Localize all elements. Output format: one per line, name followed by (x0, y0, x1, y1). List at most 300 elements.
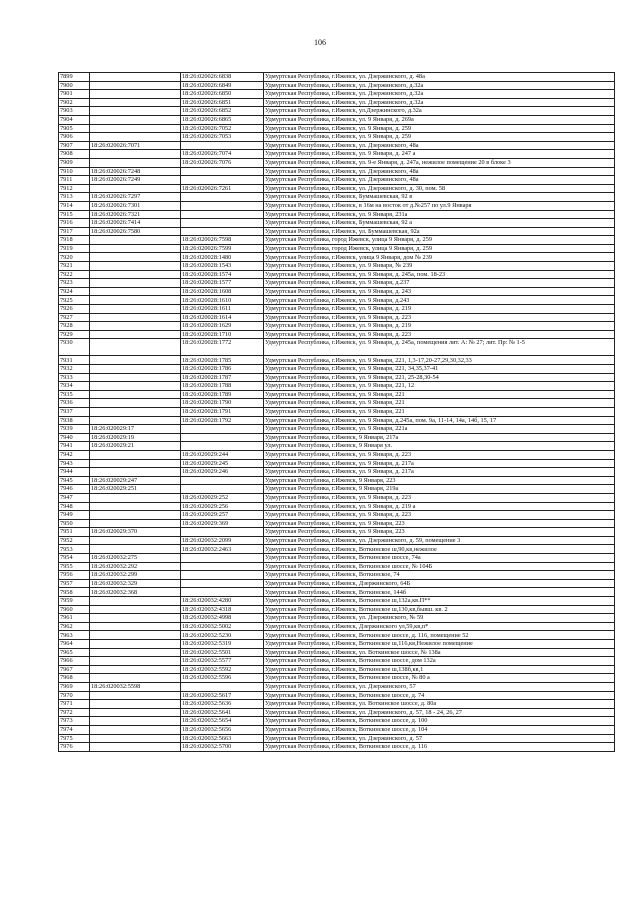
row-number-cell: 7912 (59, 184, 90, 193)
land-cadastral-number-cell (90, 493, 181, 502)
land-cadastral-number-cell (90, 708, 181, 717)
row-number-cell: 7975 (59, 734, 90, 743)
table-row (59, 365, 615, 374)
row-number-cell: 7916 (59, 219, 90, 228)
building-cadastral-number-cell: 18:26:020028:1786 (181, 365, 264, 374)
address-cell: Удмуртская Республика, г.Ижевск, ул. Дзержинского, д.32а (264, 98, 615, 107)
land-cadastral-number-cell (90, 459, 181, 468)
land-cadastral-number-cell (90, 98, 181, 107)
land-cadastral-number-cell (90, 725, 181, 734)
row-number-cell: 7907 (59, 141, 90, 150)
land-cadastral-number-cell: 18:26:020026:7414 (90, 219, 181, 228)
address-cell: Удмуртская Республика, г.Ижевск, ул. 9 Января, 221 (264, 407, 615, 416)
row-number-cell: 7913 (59, 193, 90, 202)
address-cell: Удмуртская Республика, г.Ижевск, ул. Буммашевская, 92а (264, 227, 615, 236)
row-number-cell: 7901 (59, 90, 90, 99)
land-cadastral-number-cell: 18:26:020029:247 (90, 476, 181, 485)
address-cell: Удмуртская Республика, г.Ижевск, в 16м на восток от д.№257 по ул.9 Января (264, 201, 615, 210)
row-number-cell: 7920 (59, 253, 90, 262)
table-row (59, 98, 615, 107)
building-cadastral-number-cell: 18:26:020026:6838 (181, 73, 264, 82)
table-row (59, 133, 615, 142)
building-cadastral-number-cell: 18:26:020032:5641 (181, 708, 264, 717)
row-number-cell: 7946 (59, 485, 90, 494)
table-row (59, 287, 615, 296)
address-cell: Удмуртская Республика, г.Ижевск, 9 Января, 217а (264, 433, 615, 442)
registry-table-body (59, 73, 615, 752)
address-cell: Удмуртская Республика, г.Ижевск, ул. Воткинское шоссе, № 138а (264, 648, 615, 657)
land-cadastral-number-cell (90, 468, 181, 477)
building-cadastral-number-cell: 18:26:020026:6850 (181, 90, 264, 99)
land-cadastral-number-cell (90, 270, 181, 279)
address-cell: Удмуртская Республика, г.Ижевск, ул. 9 Января, 221, 12 (264, 382, 615, 391)
table-row (59, 390, 615, 399)
table-row (59, 691, 615, 700)
row-number-cell: 7947 (59, 493, 90, 502)
land-cadastral-number-cell (90, 158, 181, 167)
address-cell: Удмуртская Республика, г.Ижевск, ул. Дзержинского, д.32а (264, 81, 615, 90)
building-cadastral-number-cell: 18:26:020026:7599 (181, 244, 264, 253)
table-row (59, 605, 615, 614)
table-row (59, 725, 615, 734)
building-cadastral-number-cell (181, 176, 264, 185)
table-row (59, 90, 615, 99)
address-cell: Удмуртская Республика, город Ижевск, улица 9 Января, д. 259 (264, 244, 615, 253)
row-number-cell: 7963 (59, 631, 90, 640)
address-cell: Удмуртская Республика, г.Ижевск, Буммашевская, 92 в (264, 193, 615, 202)
page-number: 106 (314, 38, 326, 47)
land-cadastral-number-cell (90, 124, 181, 133)
address-cell: Удмуртская Республика, г.Ижевск, ул. Дзержинского, д. 59, помещение 3 (264, 536, 615, 545)
table-row (59, 382, 615, 391)
address-cell: Удмуртская Республика, г.Ижевск, Воткинское, 144б (264, 588, 615, 597)
building-cadastral-number-cell: 18:26:020028:1608 (181, 287, 264, 296)
land-cadastral-number-cell (90, 322, 181, 331)
row-number-cell: 7950 (59, 519, 90, 528)
building-cadastral-number-cell (181, 682, 264, 691)
table-row (59, 502, 615, 511)
address-cell: Удмуртская Республика, г.Ижевск, ул. 9 Января, д. 259 (264, 124, 615, 133)
table-row (59, 73, 615, 82)
building-cadastral-number-cell: 18:26:020032:5319 (181, 640, 264, 649)
building-cadastral-number-cell: 18:26:020028:1791 (181, 407, 264, 416)
row-number-cell: 7902 (59, 98, 90, 107)
land-cadastral-number-cell: 18:26:020032:368 (90, 588, 181, 597)
table-row (59, 184, 615, 193)
row-number-cell: 7973 (59, 717, 90, 726)
building-cadastral-number-cell (181, 571, 264, 580)
building-cadastral-number-cell: 18:26:020029:245 (181, 459, 264, 468)
land-cadastral-number-cell (90, 622, 181, 631)
row-number-cell: 7969 (59, 682, 90, 691)
table-row (59, 450, 615, 459)
address-cell: Удмуртская Республика, г.Ижевск, ул. 9 Января, 223 (264, 528, 615, 537)
building-cadastral-number-cell (181, 554, 264, 563)
land-cadastral-number-cell (90, 390, 181, 399)
address-cell: Удмуртская Республика, г.Ижевск, Воткинское шоссе, № 104Б (264, 562, 615, 571)
land-cadastral-number-cell (90, 399, 181, 408)
row-number-cell: 7906 (59, 133, 90, 142)
land-cadastral-number-cell (90, 597, 181, 606)
address-cell: Удмуртская Республика, г.Ижевск, ул. Дзержинского, д. 57 (264, 734, 615, 743)
land-cadastral-number-cell (90, 133, 181, 142)
building-cadastral-number-cell: 18:26:020032:2099 (181, 536, 264, 545)
land-cadastral-number-cell (90, 511, 181, 520)
building-cadastral-number-cell: 18:26:020026:6865 (181, 115, 264, 124)
table-row (59, 665, 615, 674)
address-cell: Удмуртская Республика, г.Ижевск, ул. Дзержинского, № 59 (264, 614, 615, 623)
land-cadastral-number-cell (90, 502, 181, 511)
table-row (59, 717, 615, 726)
table-row (59, 158, 615, 167)
land-cadastral-number-cell (90, 73, 181, 82)
address-cell: Удмуртская Республика, г.Ижевск, ул. 9 Января, д. 247 а (264, 150, 615, 159)
building-cadastral-number-cell: 18:26:020032:5596 (181, 674, 264, 683)
land-cadastral-number-cell (90, 150, 181, 159)
land-cadastral-number-cell (90, 407, 181, 416)
building-cadastral-number-cell: 18:26:020029:369 (181, 519, 264, 528)
address-cell: Удмуртская Республика, г.Ижевск, ул. 9 Января, д.237 (264, 279, 615, 288)
building-cadastral-number-cell: 18:26:020032:5617 (181, 691, 264, 700)
row-number-cell: 7955 (59, 562, 90, 571)
land-cadastral-number-cell: 18:26:020032:5598 (90, 682, 181, 691)
building-cadastral-number-cell: 18:26:020029:246 (181, 468, 264, 477)
land-cadastral-number-cell (90, 244, 181, 253)
row-number-cell: 7959 (59, 597, 90, 606)
row-number-cell: 7974 (59, 725, 90, 734)
table-row (59, 425, 615, 434)
row-number-cell: 7938 (59, 416, 90, 425)
table-row (59, 150, 615, 159)
row-number-cell: 7936 (59, 399, 90, 408)
row-number-cell: 7940 (59, 433, 90, 442)
building-cadastral-number-cell (181, 167, 264, 176)
building-cadastral-number-cell: 18:26:020032:5636 (181, 700, 264, 709)
table-row (59, 554, 615, 563)
table-row (59, 476, 615, 485)
building-cadastral-number-cell: 18:26:020029:256 (181, 502, 264, 511)
building-cadastral-number-cell: 18:26:020028:1480 (181, 253, 264, 262)
land-cadastral-number-cell (90, 184, 181, 193)
address-cell: Удмуртская Республика, г.Ижевск, Воткинское ш,132а,кв.П** (264, 597, 615, 606)
row-number-cell: 7930 (59, 339, 90, 356)
table-row (59, 682, 615, 691)
table-row (59, 141, 615, 150)
table-row (59, 562, 615, 571)
land-cadastral-number-cell: 18:26:020029:21 (90, 442, 181, 451)
land-cadastral-number-cell (90, 107, 181, 116)
land-cadastral-number-cell (90, 365, 181, 374)
address-cell: Удмуртская Республика, г.Ижевск, ул. 9 Января, д. 223 (264, 330, 615, 339)
address-cell: Удмуртская Республика, г.Ижевск, ул. Дзержинского, 57 (264, 682, 615, 691)
building-cadastral-number-cell: 18:26:020032:2463 (181, 545, 264, 554)
address-cell: Удмуртская Республика, г.Ижевск, ул. 9 Января, д. 245а, помещения лит. А: № 27; лит. Пр: № 1-5 (264, 339, 615, 356)
address-cell: Удмуртская Республика, г.Ижевск, ул. 9 Января, д. 269а (264, 115, 615, 124)
building-cadastral-number-cell (181, 433, 264, 442)
row-number-cell: 7926 (59, 305, 90, 314)
row-number-cell: 7971 (59, 700, 90, 709)
land-cadastral-number-cell: 18:26:020026:7249 (90, 176, 181, 185)
land-cadastral-number-cell (90, 382, 181, 391)
address-cell: Удмуртская Республика, г.Ижевск, ул. 9 Января, д. 217а (264, 468, 615, 477)
address-cell: Удмуртская Республика, г.Ижевск, 9 Января, 219а (264, 485, 615, 494)
building-cadastral-number-cell: 18:26:020026:6852 (181, 107, 264, 116)
row-number-cell: 7952 (59, 536, 90, 545)
address-cell: Удмуртская Республика, г.Ижевск, Воткинское, 74 (264, 571, 615, 580)
building-cadastral-number-cell: 18:26:020028:1792 (181, 416, 264, 425)
building-cadastral-number-cell: 18:26:020032:4280 (181, 597, 264, 606)
building-cadastral-number-cell: 18:26:020028:1629 (181, 322, 264, 331)
row-number-cell: 7921 (59, 262, 90, 271)
building-cadastral-number-cell: 18:26:020032:5700 (181, 743, 264, 752)
table-row (59, 407, 615, 416)
building-cadastral-number-cell: 18:26:020032:5230 (181, 631, 264, 640)
land-cadastral-number-cell (90, 717, 181, 726)
address-cell: Удмуртская Республика, г.Ижевск, ул. Дзержинского, 48а (264, 167, 615, 176)
land-cadastral-number-cell (90, 279, 181, 288)
building-cadastral-number-cell: 18:26:020028:1574 (181, 270, 264, 279)
land-cadastral-number-cell: 18:26:020026:7580 (90, 227, 181, 236)
address-cell: Удмуртская Республика, г.Ижевск, ул. 9 Января, № 239 (264, 262, 615, 271)
building-cadastral-number-cell: 18:26:020028:1614 (181, 313, 264, 322)
address-cell: Удмуртская Республика, г.Ижевск, улица 9 Января, дом № 239 (264, 253, 615, 262)
table-row (59, 579, 615, 588)
building-cadastral-number-cell: 18:26:020028:1788 (181, 382, 264, 391)
building-cadastral-number-cell: 18:26:020028:1543 (181, 262, 264, 271)
row-number-cell: 7945 (59, 476, 90, 485)
address-cell: Удмуртская Республика, г.Ижевск, ул. Дзержинского, 48а (264, 176, 615, 185)
building-cadastral-number-cell: 18:26:020028:1772 (181, 339, 264, 356)
building-cadastral-number-cell: 18:26:020026:6849 (181, 81, 264, 90)
land-cadastral-number-cell (90, 640, 181, 649)
table-row (59, 201, 615, 210)
row-number-cell: 7910 (59, 167, 90, 176)
row-number-cell: 7927 (59, 313, 90, 322)
table-row (59, 305, 615, 314)
address-cell: Удмуртская Республика, г.Ижевск, ул. 9 Января, 221, 34,35,37-41 (264, 365, 615, 374)
land-cadastral-number-cell: 18:26:020029:17 (90, 425, 181, 434)
address-cell: Удмуртская Республика, г.Ижевск, ул. 9 Января, 231а (264, 210, 615, 219)
table-row (59, 640, 615, 649)
address-cell: Удмуртская Республика, г.Ижевск, ул. Дзержинского, 48а (264, 141, 615, 150)
address-cell: Удмуртская Республика, г.Ижевск, ул. 9 Января, д. 259 (264, 133, 615, 142)
land-cadastral-number-cell (90, 416, 181, 425)
row-number-cell: 7972 (59, 708, 90, 717)
address-cell: Удмуртская Республика, г.Ижевск, Воткинское ш,90,кв,нежилое (264, 545, 615, 554)
building-cadastral-number-cell: 18:26:020028:1610 (181, 296, 264, 305)
row-number-cell: 7908 (59, 150, 90, 159)
table-row (59, 339, 615, 356)
row-number-cell: 7943 (59, 459, 90, 468)
address-cell: Удмуртская Республика, г.Ижевск, ул. 9 Января, д. 223 (264, 511, 615, 520)
building-cadastral-number-cell: 18:26:020032:5654 (181, 717, 264, 726)
table-row (59, 115, 615, 124)
row-number-cell: 7917 (59, 227, 90, 236)
land-cadastral-number-cell (90, 545, 181, 554)
land-cadastral-number-cell: 18:26:020032:329 (90, 579, 181, 588)
building-cadastral-number-cell (181, 219, 264, 228)
row-number-cell: 7909 (59, 158, 90, 167)
address-cell: Удмуртская Республика, г.Ижевск, Воткинское ш,116,кв,Нежилое помещение (264, 640, 615, 649)
table-row (59, 416, 615, 425)
land-cadastral-number-cell: 18:26:020032:292 (90, 562, 181, 571)
table-row (59, 373, 615, 382)
building-cadastral-number-cell: 18:26:020029:257 (181, 511, 264, 520)
row-number-cell: 7967 (59, 665, 90, 674)
table-row (59, 313, 615, 322)
land-cadastral-number-cell (90, 262, 181, 271)
table-row (59, 545, 615, 554)
row-number-cell: 7919 (59, 244, 90, 253)
row-number-cell: 7962 (59, 622, 90, 631)
building-cadastral-number-cell: 18:26:020026:6851 (181, 98, 264, 107)
row-number-cell: 7941 (59, 442, 90, 451)
table-row (59, 511, 615, 520)
table-row (59, 657, 615, 666)
row-number-cell: 7968 (59, 674, 90, 683)
land-cadastral-number-cell (90, 90, 181, 99)
table-row (59, 743, 615, 752)
building-cadastral-number-cell: 18:26:020032:5656 (181, 725, 264, 734)
land-cadastral-number-cell (90, 657, 181, 666)
row-number-cell: 7924 (59, 287, 90, 296)
land-cadastral-number-cell: 18:26:020032:275 (90, 554, 181, 563)
table-row (59, 399, 615, 408)
table-row (59, 270, 615, 279)
address-cell: Удмуртская Республика, г.Ижевск, ул. 9 Января, д. 219 (264, 305, 615, 314)
land-cadastral-number-cell (90, 330, 181, 339)
row-number-cell: 7915 (59, 210, 90, 219)
building-cadastral-number-cell (181, 227, 264, 236)
address-cell: Удмуртская Республика, г.Ижевск, ул. 9 Января, 221, 25-28,30-54 (264, 373, 615, 382)
building-cadastral-number-cell (181, 201, 264, 210)
address-cell: Удмуртская Республика, г.Ижевск, ул. 9 Января, 221а (264, 425, 615, 434)
land-cadastral-number-cell (90, 648, 181, 657)
table-row (59, 167, 615, 176)
row-number-cell: 7922 (59, 270, 90, 279)
table-row (59, 528, 615, 537)
table-row (59, 322, 615, 331)
building-cadastral-number-cell (181, 141, 264, 150)
address-cell: Удмуртская Республика, г.Ижевск, Дзержинского ул,59,кв,п* (264, 622, 615, 631)
land-cadastral-number-cell (90, 373, 181, 382)
table-row (59, 210, 615, 219)
building-cadastral-number-cell: 18:26:020029:252 (181, 493, 264, 502)
address-cell: Удмуртская Республика, г.Ижевск, Воткинское шоссе, д. 74 (264, 691, 615, 700)
table-row (59, 219, 615, 228)
table-row (59, 330, 615, 339)
building-cadastral-number-cell: 18:26:020028:1787 (181, 373, 264, 382)
address-cell: Удмуртская Республика, г.Ижевск, 9 Января, 223 (264, 476, 615, 485)
table-row (59, 459, 615, 468)
table-row (59, 107, 615, 116)
address-cell: Удмуртская Республика, г.Ижевск, ул. 9 Января, д. 219 а (264, 502, 615, 511)
table-row (59, 356, 615, 365)
row-number-cell: 7939 (59, 425, 90, 434)
address-cell: Удмуртская Республика, г.Ижевск, ул. Дзержинского, д. 30, пом. 58 (264, 184, 615, 193)
address-cell: Удмуртская Республика, г.Ижевск, Воткинское шоссе, № 80 а (264, 674, 615, 683)
address-cell: Удмуртская Республика, г.Ижевск, Воткинское ш,138б,кв,1 (264, 665, 615, 674)
building-cadastral-number-cell (181, 528, 264, 537)
address-cell: Удмуртская Республика, г.Ижевск, Воткинское шоссе, д. 100 (264, 717, 615, 726)
row-number-cell: 7905 (59, 124, 90, 133)
row-number-cell: 7944 (59, 468, 90, 477)
table-row (59, 700, 615, 709)
address-cell: Удмуртская Республика, г.Ижевск, ул. 9 Января, д. 245а, пом. 18-23 (264, 270, 615, 279)
table-row (59, 734, 615, 743)
building-cadastral-number-cell: 18:26:020028:1710 (181, 330, 264, 339)
row-number-cell: 7933 (59, 373, 90, 382)
land-cadastral-number-cell (90, 296, 181, 305)
land-cadastral-number-cell: 18:26:020026:7321 (90, 210, 181, 219)
building-cadastral-number-cell: 18:26:020028:1577 (181, 279, 264, 288)
address-cell: Удмуртская Республика, г.Ижевск, ул. 9 Января, 221 (264, 390, 615, 399)
row-number-cell: 7970 (59, 691, 90, 700)
building-cadastral-number-cell: 18:26:020028:1611 (181, 305, 264, 314)
row-number-cell: 7956 (59, 571, 90, 580)
table-row (59, 442, 615, 451)
table-row (59, 519, 615, 528)
row-number-cell: 7914 (59, 201, 90, 210)
building-cadastral-number-cell: 18:26:020032:5577 (181, 657, 264, 666)
building-cadastral-number-cell: 18:26:020026:7261 (181, 184, 264, 193)
building-cadastral-number-cell: 18:26:020029:244 (181, 450, 264, 459)
land-cadastral-number-cell (90, 313, 181, 322)
table-row (59, 244, 615, 253)
row-number-cell: 7965 (59, 648, 90, 657)
table-row (59, 708, 615, 717)
building-cadastral-number-cell: 18:26:020026:7053 (181, 133, 264, 142)
address-cell: Удмуртская Республика, г.Ижевск, ул. 9 Января, 223 (264, 519, 615, 528)
land-cadastral-number-cell: 18:26:020029:251 (90, 485, 181, 494)
address-cell: Удмуртская Республика, город Ижевск, улица 9 Января, д. 259 (264, 236, 615, 245)
table-row (59, 588, 615, 597)
land-cadastral-number-cell (90, 236, 181, 245)
building-cadastral-number-cell: 18:26:020032:5663 (181, 734, 264, 743)
row-number-cell: 7966 (59, 657, 90, 666)
land-cadastral-number-cell: 18:26:020026:7301 (90, 201, 181, 210)
land-cadastral-number-cell (90, 691, 181, 700)
land-cadastral-number-cell (90, 734, 181, 743)
land-cadastral-number-cell (90, 614, 181, 623)
address-cell: Удмуртская Республика, г.Ижевск, Воткинское шоссе, д. 116 (264, 743, 615, 752)
table-row (59, 236, 615, 245)
row-number-cell: 7961 (59, 614, 90, 623)
address-cell: Удмуртская Республика, г.Ижевск, ул. 9-е Января, д. 247а, нежилое помещение 20 в блоке 3 (264, 158, 615, 167)
row-number-cell: 7903 (59, 107, 90, 116)
building-cadastral-number-cell: 18:26:020026:7074 (181, 150, 264, 159)
row-number-cell: 7964 (59, 640, 90, 649)
row-number-cell: 7954 (59, 554, 90, 563)
building-cadastral-number-cell (181, 588, 264, 597)
table-row (59, 193, 615, 202)
land-cadastral-number-cell (90, 605, 181, 614)
building-cadastral-number-cell: 18:26:020032:5501 (181, 648, 264, 657)
land-cadastral-number-cell (90, 674, 181, 683)
address-cell: Удмуртская Республика, г.Ижевск, ул. 9 Января, д.243 (264, 296, 615, 305)
table-row (59, 176, 615, 185)
land-cadastral-number-cell (90, 339, 181, 356)
building-cadastral-number-cell: 18:26:020028:1790 (181, 399, 264, 408)
table-row (59, 631, 615, 640)
address-cell: Удмуртская Республика, г.Ижевск, Воткинское шоссе, д. 104 (264, 725, 615, 734)
land-cadastral-number-cell (90, 356, 181, 365)
table-row (59, 253, 615, 262)
building-cadastral-number-cell: 18:26:020028:1789 (181, 390, 264, 399)
address-cell: Удмуртская Республика, г.Ижевск, ул. 9 Января, д.245а, пом. 9а, 11-14, 14а, 14б, 15, 17 (264, 416, 615, 425)
table-row (59, 296, 615, 305)
address-cell: Удмуртская Республика, г.Ижевск, Воткинское шоссе, д. 116, помещение 52 (264, 631, 615, 640)
